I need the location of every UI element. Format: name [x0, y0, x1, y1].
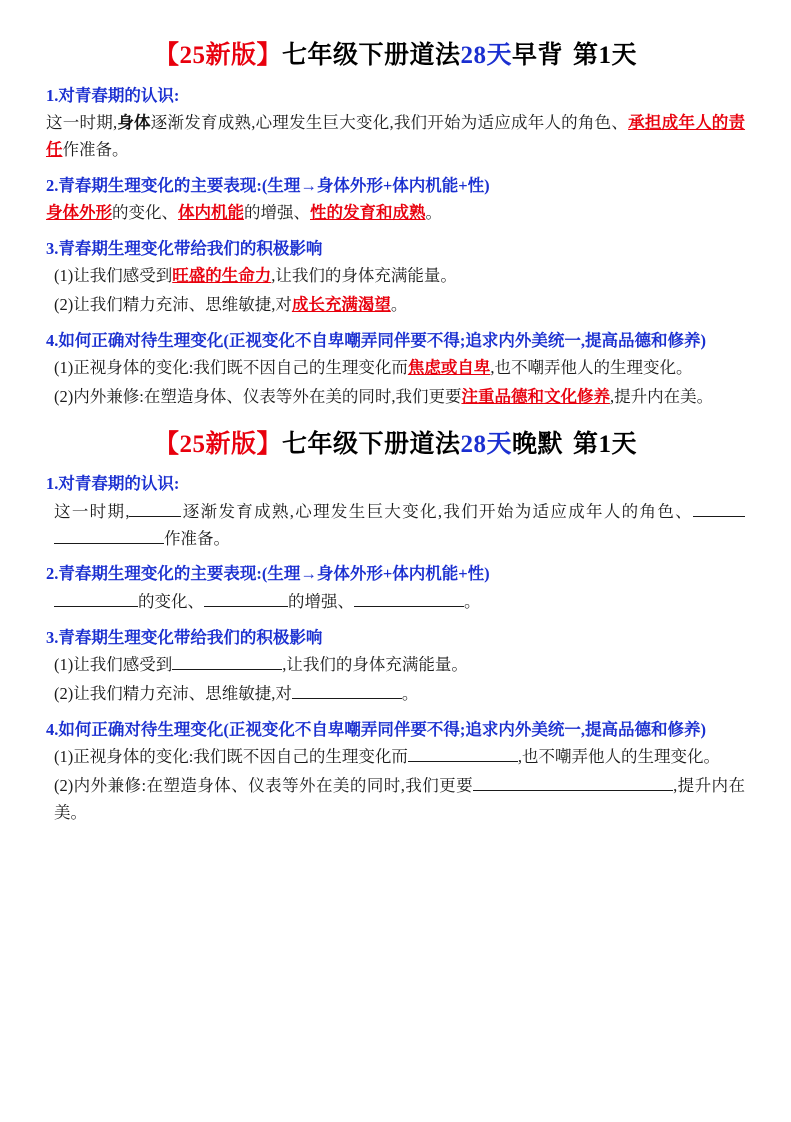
body-2-highlight-3: 性的发育和成熟: [310, 203, 426, 223]
body-4-line-1-evening: [46, 744, 745, 771]
body-2-part-2: 的增强、: [244, 203, 310, 223]
body-4-line-1-morning: [46, 355, 745, 382]
body-2-part-1: 的变化、: [112, 203, 178, 223]
title-main-2: 早背: [512, 42, 564, 69]
fill-blank[interactable]: [129, 516, 181, 517]
title2-bracket: 【25新版】: [153, 430, 282, 458]
heading-1-text: 1.对青春期的认识:: [46, 85, 180, 105]
body-1-highlight-1: 承担成年人的责任: [46, 113, 746, 159]
heading-4-evening-text: 4.如何正确对待生理变化: [46, 719, 224, 739]
body-3-l1-post: ,让我们的身体充满能量。: [271, 266, 457, 286]
body-3-line-1-morning: [46, 263, 745, 290]
heading-4-evening: [46, 717, 745, 743]
body-3e-l1-post: ,让我们的身体充满能量。: [282, 655, 468, 675]
fill-blank[interactable]: [292, 698, 402, 699]
body-4-line-2-morning: [46, 384, 745, 411]
heading-4-text: 4.如何正确对待生理变化: [46, 330, 224, 350]
heading-3-text: 3.青春期生理变化带给我们的积极影响: [46, 238, 323, 258]
body-3-l2-pre: (2)让我们精力充沛、思维敏捷,对: [54, 295, 292, 315]
heading-3-evening-text: 3.青春期生理变化带给我们的积极影响: [46, 627, 323, 647]
fill-blank[interactable]: [54, 543, 164, 544]
body-3-line-2-evening: [46, 681, 745, 708]
fill-blank[interactable]: [408, 761, 518, 762]
body-4-l2-highlight: 注重品德和文化修养: [461, 387, 610, 407]
body-1-bold-1: 身体: [117, 113, 151, 133]
title2-main-1: 七年级下册道法: [281, 430, 461, 458]
body-3-l1-pre: (1)让我们感受到: [54, 266, 173, 286]
heading-4-morning: [46, 328, 745, 354]
body-3-l2-post: 。: [390, 295, 408, 315]
body-4-l1-pre: (1)正视身体的变化:我们既不因自己的生理变化而: [54, 358, 408, 378]
body-3e-l2-pre: (2)让我们精力充沛、思维敏捷,对: [54, 683, 292, 703]
heading-2-evening-text: 2.青春期生理变化的主要表现:: [46, 564, 262, 584]
body-4-l1-post: ,也不嘲弄他人的生理变化。: [490, 358, 693, 378]
title-main-1: 七年级下册道法: [281, 42, 461, 69]
body-2-highlight-1: 身体外形: [46, 203, 112, 223]
body-1e-pre: 这一时期,: [54, 501, 130, 521]
heading-4-evening-paren: (正视变化不自卑嘲弄同伴要不得;追求内外美统一,提高品德和修养): [223, 719, 706, 739]
body-3-l1-highlight: 旺盛的生命力: [172, 266, 272, 286]
body-1-evening: [46, 499, 745, 552]
heading-2-text: 2.青春期生理变化的主要表现:: [46, 175, 262, 195]
heading-1-evening: [46, 471, 745, 497]
heading-2-evening: [46, 561, 745, 587]
heading-2-morning: [46, 173, 745, 199]
body-4e-l2-pre: (2)内外兼修:在塑造身体、仪表等外在美的同时,我们更要: [54, 775, 474, 795]
title-day-count: 28天: [460, 42, 512, 69]
title2-day-count: 28天: [460, 430, 512, 458]
heading-2-paren: (生理→身体外形+体内机能+性): [261, 175, 490, 195]
body-3-line-1-evening: [46, 652, 745, 679]
heading-1-morning: [46, 83, 745, 109]
body-3e-l1-pre: (1)让我们感受到: [54, 655, 173, 675]
body-4e-l2-post: ,提升内在美。: [54, 775, 746, 822]
body-3-l2-highlight: 成长充满渴望: [291, 295, 391, 315]
body-2-morning: [46, 200, 745, 227]
body-2-evening: [46, 589, 745, 616]
heading-3-morning: [46, 236, 745, 262]
body-4-l2-pre: (2)内外兼修:在塑造身体、仪表等外在美的同时,我们更要: [54, 387, 462, 407]
section-title-evening: [46, 429, 745, 462]
body-3e-l2-post: 。: [401, 683, 419, 703]
body-1-morning: [46, 110, 745, 163]
body-3-line-2-morning: [46, 292, 745, 319]
body-2-highlight-2: 体内机能: [178, 203, 244, 223]
body-4e-l1-pre: (1)正视身体的变化:我们既不因自己的生理变化而: [54, 747, 408, 767]
body-4-l1-highlight: 焦虑或自卑: [407, 358, 491, 378]
title-bracket: 【25新版】: [153, 42, 282, 69]
heading-4-paren: (正视变化不自卑嘲弄同伴要不得;追求内外美统一,提高品德和修养): [223, 330, 706, 350]
body-2e-b: 的增强、: [288, 591, 354, 611]
fill-blank[interactable]: [54, 606, 138, 607]
fill-blank[interactable]: [172, 669, 282, 670]
body-1-part-1: 这一时期,: [46, 113, 118, 133]
body-1-part-3: 作准备。: [62, 139, 129, 159]
section-title-morning: [46, 40, 745, 73]
body-4e-l1-post: ,也不嘲弄他人的生理变化。: [517, 747, 720, 767]
body-2e-c: 。: [464, 591, 481, 611]
fill-blank[interactable]: [354, 606, 464, 607]
heading-3-evening: [46, 625, 745, 651]
body-4-l2-post: ,提升内在美。: [609, 387, 714, 407]
fill-blank[interactable]: [473, 790, 673, 791]
title2-day-label: 第1天: [573, 430, 638, 458]
body-1-part-2: 逐渐发育成熟,心理发生巨大变化,我们开始为适应成年人的角色、: [150, 113, 629, 133]
fill-blank[interactable]: [693, 516, 745, 517]
body-2-part-3: 。: [425, 203, 442, 223]
title-day-label: 第1天: [573, 42, 638, 69]
body-2e-a: 的变化、: [138, 591, 204, 611]
body-4-line-2-evening: [46, 773, 745, 826]
fill-blank[interactable]: [204, 606, 288, 607]
heading-1-evening-text: 1.对青春期的认识:: [46, 474, 180, 494]
body-1e-post: 作准备。: [164, 528, 230, 548]
heading-2-evening-paren: (生理→身体外形+体内机能+性): [261, 564, 490, 584]
body-1e-mid: 逐渐发育成熟,心理发生巨大变化,我们开始为适应成年人的角色、: [181, 501, 694, 521]
title2-main-2: 晚默: [512, 430, 564, 458]
